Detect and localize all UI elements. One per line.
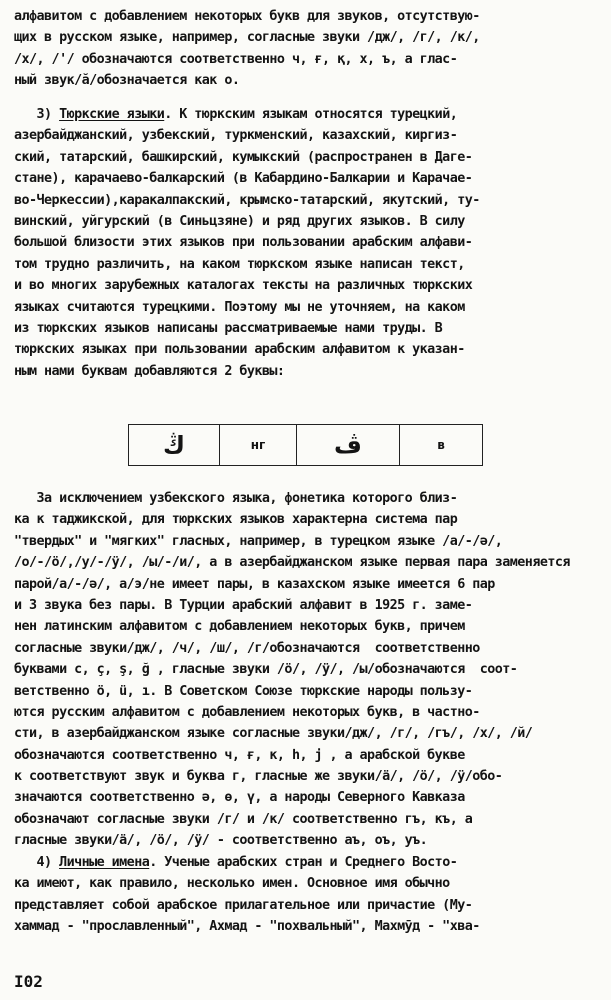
text-line: 3) Тюркские языки. К тюркским языкам относятся турецкий, [14, 107, 458, 122]
page-number: I02 [14, 972, 43, 991]
text-line: гласные звуки/ä/, /ö/, /ÿ/ - соответственно аъ, оъ, уъ. [14, 833, 428, 849]
text-line: языках считаются турецкими. Поэтому мы не уточняем, на каком [14, 299, 465, 315]
text-line: ются русским алфавитом с добавлением некоторых букв, в частно- [14, 704, 480, 720]
section-heading-personal-names: Личные имена [59, 855, 150, 870]
text-line: винский, уйгурский (в Синьцзяне) и ряд других языков. В силу [14, 213, 465, 229]
text-line: значаются соответственно ә, ө, ү, а народы Северного Кавказа [14, 790, 465, 806]
text-line: и во многих зарубежных каталогах тексты на различных тюркских [14, 278, 473, 294]
text-line: ка к таджикской, для тюркских языков характерна система пар [14, 512, 458, 528]
text-line: парой/а/-/ә/, а/э/не имеет пары, в казахском языке имеется 6 пар [14, 576, 495, 592]
text-line: и 3 звука без пары. В Турции арабский алфавит в 1925 г. заме- [14, 597, 473, 613]
text-line: сти, в азербайджанском языке согласные звуки/дж/, /г/, /гъ/, /х/, /й/ [14, 726, 533, 742]
text-line: согласные звуки/дж/, /ч/, /ш/, /г/обозначаются соответственно [14, 640, 480, 656]
text-line: ный звук/ă/обозначается как о. [14, 73, 240, 89]
paragraph-turkic-languages [14, 104, 599, 382]
text-line: обозначают согласные звуки /г/ и /к/ соответственно гъ, къ, а [14, 811, 473, 827]
additional-letters-table [128, 424, 483, 466]
text-line: том трудно различить, на каком тюркском языке написан текст, [14, 256, 465, 272]
letter-value-v: в [400, 425, 483, 466]
text-line: азербайджанский, узбекский, туркменский, казахский, киргиз- [14, 128, 458, 144]
text-line: стане), карачаево-балкарский (в Кабардино-Балкарии и Карачае- [14, 171, 473, 187]
text-line: нен латинским алфавитом с добавлением некоторых букв, причем [14, 619, 465, 635]
text-line: За исключением узбекского языка, фонетика которого близ- [14, 491, 458, 506]
text-line: 4) Личные имена. Ученые арабских стран и Среднего Восто- [14, 855, 458, 870]
text-line: хаммад - "прославленный", Ахмад - "похвальный", Махмӯд - "хва- [14, 919, 480, 935]
text-line: алфавитом с добавлением некоторых букв для звуков, отсутствую- [14, 9, 480, 24]
text-line: ка имеют, как правило, несколько имен. Основное имя обычно [14, 876, 450, 892]
section-heading-turkic-languages: Тюркские языки [59, 107, 165, 122]
text-line: большой близости этих языков при пользовании арабским алфави- [14, 235, 473, 251]
text-line: ский, татарский, башкирский, кумыкский (распространен в Даге- [14, 149, 473, 165]
text-line: из тюркских языков написаны рассматриваемые нами труды. В [14, 320, 443, 336]
arabic-letter-ng: ڭ [129, 425, 220, 466]
text-line: во-Черкессии),каракалпакский, крымско-татарский, якутский, ту- [14, 192, 480, 208]
arabic-letter-v: ڤ [297, 425, 400, 466]
paragraph-vowel-harmony [14, 488, 599, 852]
paragraph-personal-names [14, 852, 599, 938]
text-line: представляет собой арабское прилагательное или причастие (Му- [14, 897, 473, 913]
text-line: /о/-/ö/,/у/-/ÿ/, /ы/-/и/, а в азербайджанском языке первая пара заменяется [14, 555, 570, 571]
text-line: к соответствуют звук и буква г, гласные же звуки/ä/, /ö/, /ÿ/обо- [14, 769, 503, 785]
text-line: /х/, /'/ обозначаются соответственно ч, ғ, қ, х, ъ, а глас- [14, 51, 458, 67]
text-line: ным нами буквам добавляются 2 буквы: [14, 363, 285, 379]
text-line: щих в русском языке, например, согласные звуки /дж/, /г/, /к/, [14, 30, 480, 46]
text-line: обозначаются соответственно ч, ғ, к, һ, ј , а арабской букве [14, 747, 465, 763]
text-line: тюркских языках при пользовании арабским алфавитом к указан- [14, 342, 465, 358]
table-row [129, 425, 483, 466]
text-line: "твердых" и "мягких" гласных, например, в турецком языке /а/-/ә/, [14, 533, 503, 549]
text-line: ветственно ö, ü, ı. В Советском Союзе тюркские народы пользу- [14, 683, 473, 699]
paragraph-alphabet-continuation [14, 6, 599, 92]
letter-value-ng: нг [220, 425, 297, 466]
text-line: буквами c, ç, ş, ğ , гласные звуки /ö/, /ÿ/, /ы/обозначаются соот- [14, 662, 518, 678]
